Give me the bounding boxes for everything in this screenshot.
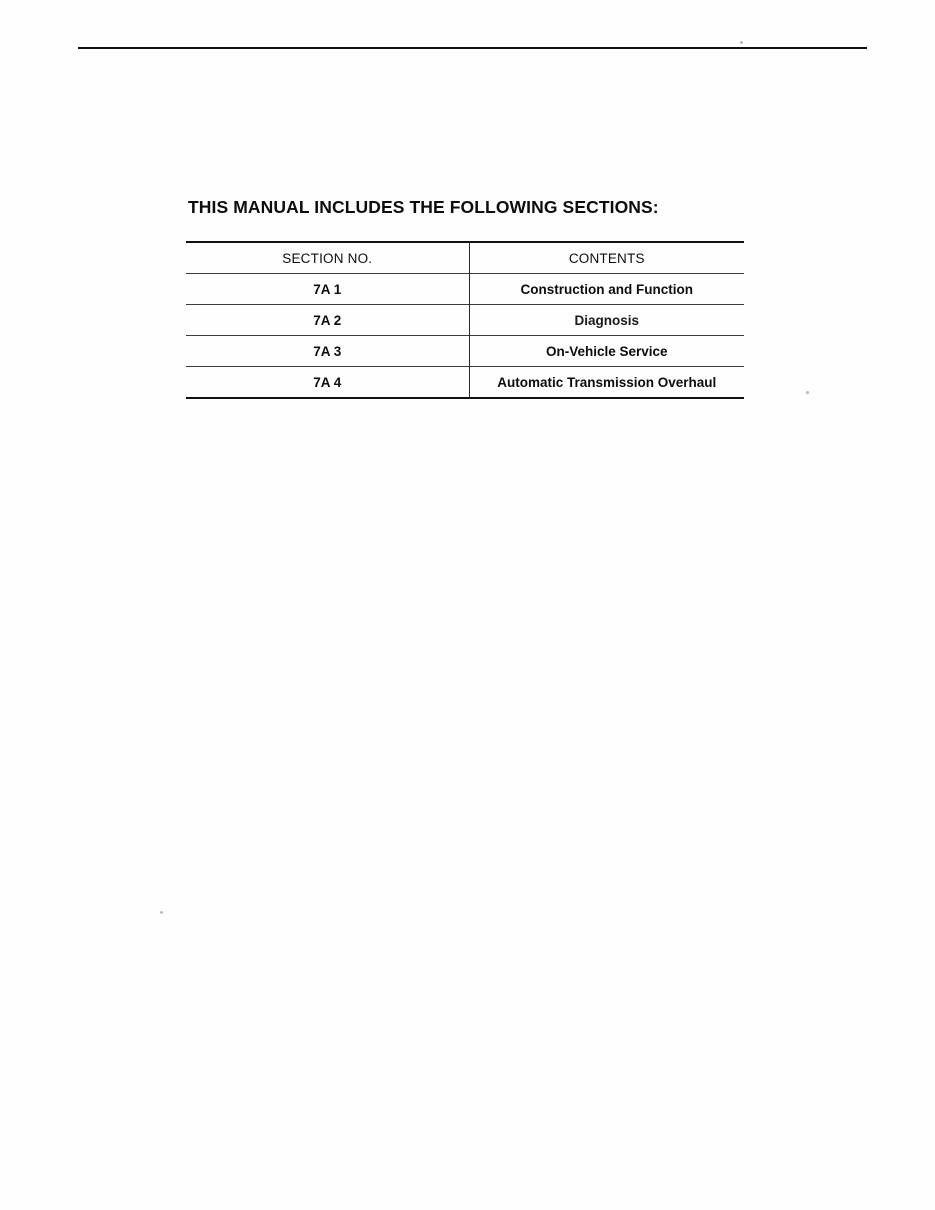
cell-contents: On-Vehicle Service bbox=[469, 336, 744, 367]
sections-table bbox=[186, 241, 744, 399]
cell-contents: Diagnosis bbox=[469, 305, 744, 336]
page-title: THIS MANUAL INCLUDES THE FOLLOWING SECTIONS: bbox=[188, 197, 659, 217]
table-header bbox=[186, 242, 744, 274]
content-block bbox=[186, 197, 748, 399]
table-body bbox=[186, 274, 744, 399]
cell-section-no: 7A 1 bbox=[186, 274, 469, 305]
cell-contents: Automatic Transmission Overhaul bbox=[469, 367, 744, 399]
scan-artifact-speck bbox=[806, 391, 809, 394]
cell-section-no: 7A 2 bbox=[186, 305, 469, 336]
column-header-section-no: SECTION NO. bbox=[186, 242, 469, 274]
table-header-row bbox=[186, 242, 744, 274]
cell-contents: Construction and Function bbox=[469, 274, 744, 305]
table-row bbox=[186, 305, 744, 336]
column-header-contents: CONTENTS bbox=[469, 242, 744, 274]
table-row bbox=[186, 336, 744, 367]
cell-section-no: 7A 3 bbox=[186, 336, 469, 367]
table-row bbox=[186, 367, 744, 399]
header-divider-rule bbox=[78, 47, 867, 49]
cell-section-no: 7A 4 bbox=[186, 367, 469, 399]
scan-artifact-speck bbox=[160, 911, 163, 914]
table-row bbox=[186, 274, 744, 305]
scan-artifact-speck bbox=[740, 41, 743, 44]
